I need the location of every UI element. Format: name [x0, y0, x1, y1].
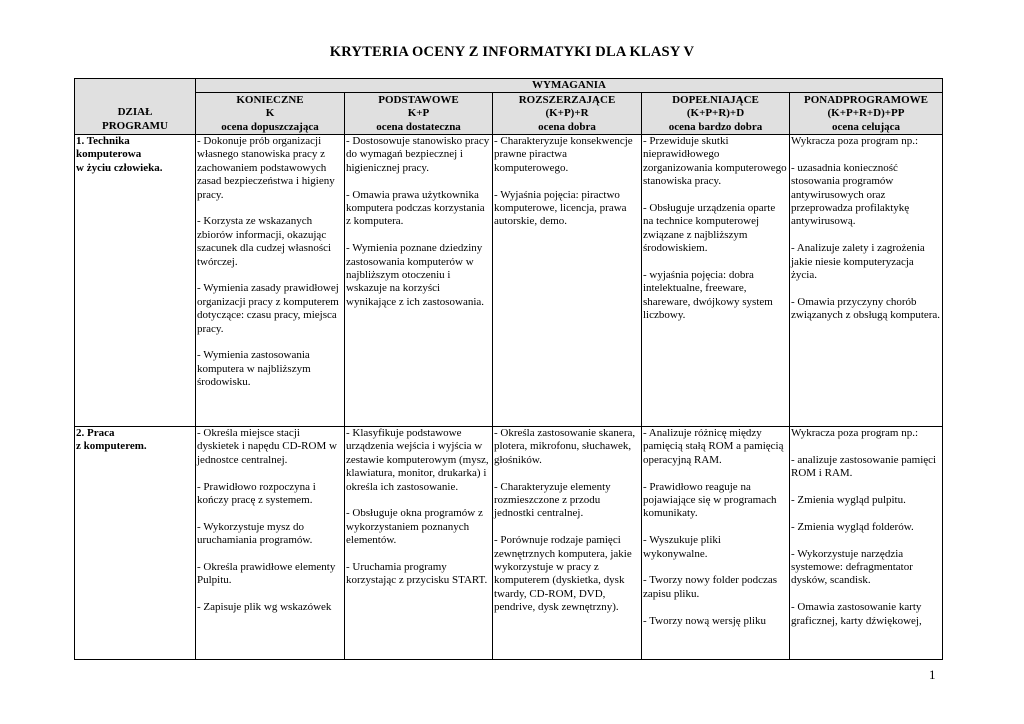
level-code: (K+P)+R: [545, 107, 589, 119]
requirement-item: - Tworzy nową wersję pliku: [643, 614, 767, 627]
level-name: PODSTAWOWE: [378, 93, 459, 106]
requirement-cell: [196, 135, 345, 427]
level-name: KONIECZNE: [236, 93, 304, 106]
requirement-cell: [345, 427, 493, 660]
level-grade: ocena celująca: [831, 120, 901, 133]
requirement-cell: [790, 135, 943, 427]
wymagania-header: WYMAGANIA: [196, 79, 943, 93]
requirement-item: - Charakteryzuje elementy rozmieszczone z przodu jednostki centralnej.: [494, 480, 611, 520]
requirement-item: - Omawia zastosowanie karty graficznej, karty dźwiękowej,: [791, 601, 922, 627]
requirement-item: - Wyszukuje pliki wykonywalne.: [643, 534, 721, 560]
requirement-item: - Zmienia wygląd pulpitu.: [791, 494, 906, 506]
requirement-item: - Określa zastosowanie skanera, plotera, mikrofonu, słuchawek, głośników.: [494, 427, 636, 466]
topic-cell: [75, 135, 196, 427]
table-row: [75, 135, 943, 427]
requirement-item: - Tworzy nowy folder podczas zapisu pliku.: [643, 574, 778, 600]
level-code: (K+P+R)+D: [686, 107, 745, 119]
level-name: DOPEŁNIAJĄCE: [672, 93, 759, 106]
requirement-item: - Określa miejsce stacji dyskietek i napędu CD-ROM w jednostce centralnej.: [197, 427, 337, 466]
requirement-cell: [642, 427, 790, 660]
requirement-item: - Przewiduje skutki nieprawidłowego zorganizowania komputerowego stanowiska pracy.: [643, 135, 787, 188]
page-number: 1: [929, 667, 936, 682]
level-header-rozszerzajace: [493, 93, 642, 135]
level-code: K+P: [407, 107, 430, 119]
requirement-item: Wykracza poza program np.:: [791, 135, 918, 147]
dzial-header: [75, 79, 196, 135]
requirement-item: - Wymienia poznane dziedziny zastosowania komputerów w najbliższym otoczeniu i wskazuje na korzyści wynikające z ich zastosowania.: [346, 242, 485, 308]
requirement-cell: [345, 135, 493, 427]
level-name: PONADPROGRAMOWE: [803, 93, 929, 106]
page-title: KRYTERIA OCENY Z INFORMATYKI DLA KLASY V: [329, 44, 695, 60]
requirement-item: - uzasadnia konieczność stosowania programów antywirusowych oraz przeprowadza profilaktykę antywirusową.: [791, 161, 910, 228]
requirement-item: - Uruchamia programy korzystając z przycisku START.: [346, 561, 488, 587]
requirement-item: Wykracza poza program np.:: [791, 427, 918, 439]
requirement-item: - wyjaśnia pojęcia: dobra intelektualne, freeware, shareware, dwójkowy system liczbowy.: [643, 269, 773, 322]
level-grade: ocena dopuszczająca: [221, 120, 319, 133]
requirement-item: - Omawia prawa użytkownika komputera podczas korzystania z komputera.: [346, 188, 485, 228]
requirement-item: - Analizuje zalety i zagrożenia jakie niesie komputeryzacja życia.: [791, 242, 925, 282]
requirement-item: - Korzysta ze wskazanych zbiorów informacji, okazując szacunek dla cudzej własności twórczej.: [197, 215, 332, 268]
requirement-item: - Obsługuje okna programów z wykorzystaniem poznanych elementów.: [346, 507, 483, 547]
requirement-item: - Prawidłowo reaguje na pojawiające się w programach komunikaty.: [643, 480, 777, 520]
requirement-item: - Porównuje rodzaje pamięci zewnętrznych komputera, jakie wykorzystuje w pracy z komputerem (dyskietka, dysk twardy, CD-ROM, DVD, pendrive, dysk zewnętrzny).: [494, 534, 632, 614]
level-name: ROZSZERZAJĄCE: [518, 93, 616, 106]
level-grade: ocena bardzo dobra: [668, 120, 763, 133]
requirement-cell: [493, 135, 642, 427]
requirement-item: - Prawidłowo rozpoczyna i kończy pracę z systemem.: [197, 480, 316, 507]
dzial-header-line-1: DZIAŁ: [117, 106, 153, 119]
requirement-item: - Omawia przyczyny chorób związanych z obsługą komputera.: [791, 295, 941, 322]
requirement-cell: [642, 135, 790, 427]
requirement-item: - Dokonuje prób organizacji własnego stanowiska pracy z zachowaniem podstawowych zasad bezpieczeństwa i higieny pracy.: [197, 135, 335, 201]
topic-line: komputerowa: [76, 148, 142, 161]
requirement-item: - Zmienia wygląd folderów.: [791, 520, 914, 533]
level-grade: ocena dostateczna: [376, 120, 461, 133]
requirement-item: - Zapisuje plik wg wskazówek: [197, 601, 332, 614]
level-header-podstawowe: [345, 93, 493, 135]
level-header-ponadprogramowe: [790, 93, 943, 135]
requirement-item: - Wykorzystuje mysz do uruchamiania programów.: [197, 520, 313, 547]
level-code: K: [265, 107, 275, 119]
requirement-item: - Klasyfikuje podstawowe urządzenia wejścia i wyjścia w zestawie komputerowym (mysz, klawiatura, monitor, drukarka) i określa ich zastosowanie.: [346, 427, 489, 493]
requirement-item: - Wykorzystuje narzędzia systemowe: defragmentator dysków, scandisk.: [791, 547, 913, 587]
requirement-cell: [493, 427, 642, 660]
requirement-item: - Dostosowuje stanowisko pracy do wymagań bezpiecznej i higienicznej pracy.: [346, 135, 490, 174]
requirement-item: - Wyjaśnia pojęcia: piractwo komputerowe, licencja, prawa autorskie, demo.: [494, 188, 627, 228]
topic-line: 2. Praca: [76, 427, 115, 439]
requirement-item: - Określa prawidłowe elementy Pulpitu.: [197, 561, 336, 587]
requirement-cell: [196, 427, 345, 660]
dzial-header-line-2: PROGRAMU: [102, 119, 168, 132]
requirement-item: - analizuje zastosowanie pamięci ROM i RAM.: [791, 453, 937, 480]
table-row: [75, 427, 943, 660]
topic-line: z komputerem.: [76, 440, 147, 453]
requirement-item: - Obsługuje urządzenia oparte na technice komputerowej związane z najbliższym środowiskiem.: [643, 202, 776, 255]
level-grade: ocena dobra: [538, 120, 596, 133]
header-row-top: [75, 79, 943, 93]
requirement-cell: [790, 427, 943, 660]
level-header-konieczne: [196, 93, 345, 135]
criteria-table: [74, 78, 943, 660]
topic-cell: [75, 427, 196, 660]
requirement-item: - Wymienia zasady prawidłowej organizacji pracy z komputerem dotyczące: czasu pracy, miejsca pracy.: [197, 282, 339, 335]
topic-line: 1. Technika: [76, 135, 130, 147]
requirement-item: - Wymienia zastosowania komputera w najbliższym środowisku.: [197, 349, 311, 389]
requirement-item: - Analizuje różnicę między pamięcią stałą ROM a pamięcią operacyjną RAM.: [643, 427, 784, 466]
level-code: (K+P+R+D)+PP: [827, 107, 905, 119]
header-row-levels: [75, 93, 943, 135]
level-header-dopelniajace: [642, 93, 790, 135]
requirement-item: - Charakteryzuje konsekwencje prawne piractwa komputerowego.: [494, 135, 633, 174]
topic-line: w życiu człowieka.: [76, 161, 163, 174]
